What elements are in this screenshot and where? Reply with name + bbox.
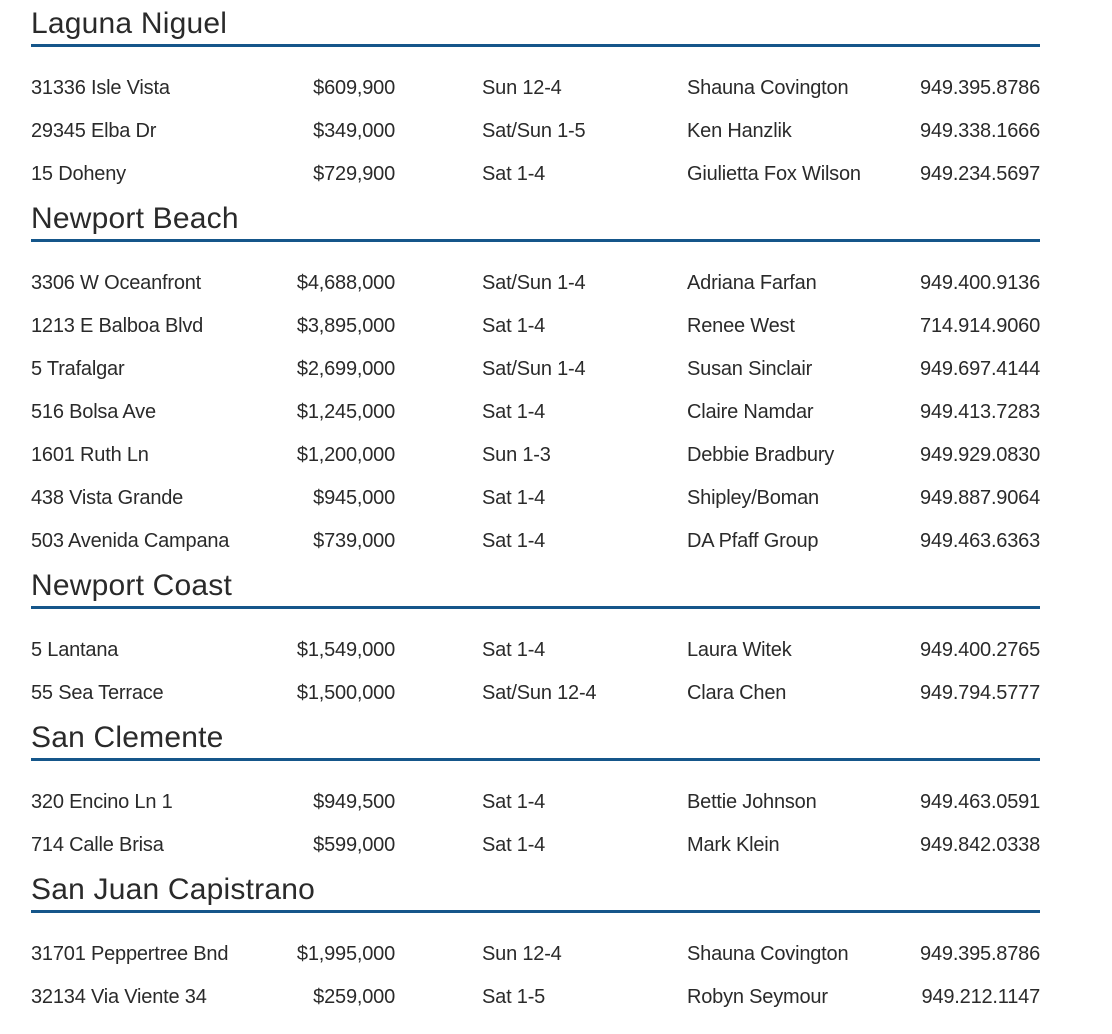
listing-address: 15 Doheny	[31, 162, 126, 185]
listing-address: 31701 Peppertree Bnd	[31, 942, 229, 965]
listing-price: $609,900	[313, 76, 395, 99]
listing-phone: 949.400.9136	[920, 271, 1040, 294]
city-section	[31, 6, 1040, 195]
city-section	[31, 568, 1040, 714]
listing-row	[31, 261, 1040, 304]
listing-phone: 949.463.6363	[920, 529, 1040, 552]
listing-agent: Adriana Farfan	[687, 271, 817, 294]
listing-open-hours: Sat 1-4	[482, 833, 546, 856]
listing-price: $2,699,000	[296, 357, 395, 380]
listing-row	[31, 109, 1040, 152]
listing-row	[31, 476, 1040, 519]
listings-table	[31, 913, 1040, 1018]
listing-agent: Renee West	[687, 314, 795, 337]
listing-row	[31, 823, 1040, 866]
listing-address: 1601 Ruth Ln	[31, 443, 149, 466]
listing-row	[31, 628, 1040, 671]
listing-agent: Susan Sinclair	[687, 357, 813, 380]
listing-row	[31, 347, 1040, 390]
listing-open-hours: Sat 1-4	[482, 529, 546, 552]
city-heading: Newport Coast	[31, 569, 233, 602]
listing-open-hours: Sat 1-4	[482, 486, 546, 509]
listing-agent: Shauna Covington	[687, 942, 849, 965]
listing-phone: 949.400.2765	[920, 638, 1040, 661]
listing-price: $1,549,000	[296, 638, 395, 661]
listing-agent: Ken Hanzlik	[687, 119, 792, 142]
listing-address: 55 Sea Terrace	[31, 681, 164, 704]
listing-open-hours: Sat/Sun 1-4	[482, 271, 586, 294]
listing-price: $259,000	[313, 985, 395, 1008]
listing-price: $949,500	[313, 790, 395, 813]
listing-address: 5 Lantana	[31, 638, 119, 661]
listing-phone: 949.234.5697	[920, 162, 1040, 185]
listing-open-hours: Sat 1-5	[482, 985, 546, 1008]
listing-agent: DA Pfaff Group	[687, 529, 819, 552]
listing-agent: Clara Chen	[687, 681, 787, 704]
listing-address: 320 Encino Ln 1	[31, 790, 173, 813]
listing-phone: 949.887.9064	[920, 486, 1040, 509]
city-section	[31, 720, 1040, 866]
city-section	[31, 201, 1040, 562]
listing-phone: 949.395.8786	[920, 942, 1040, 965]
city-heading: San Clemente	[31, 721, 224, 754]
listing-price: $729,900	[313, 162, 395, 185]
listing-open-hours: Sat 1-4	[482, 162, 546, 185]
listing-agent: Laura Witek	[687, 638, 792, 661]
listing-address: 31336 Isle Vista	[31, 76, 170, 99]
listing-address: 438 Vista Grande	[31, 486, 184, 509]
listing-agent: Shauna Covington	[687, 76, 849, 99]
listing-price: $599,000	[313, 833, 395, 856]
listing-phone: 949.395.8786	[920, 76, 1040, 99]
listing-row	[31, 433, 1040, 476]
listing-address: 29345 Elba Dr	[31, 119, 157, 142]
listing-row	[31, 66, 1040, 109]
listing-address: 516 Bolsa Ave	[31, 400, 156, 423]
listing-price: $1,995,000	[296, 942, 395, 965]
listing-price: $349,000	[313, 119, 395, 142]
listing-phone: 949.212.1147	[921, 985, 1040, 1008]
listing-row	[31, 932, 1040, 975]
listing-agent: Robyn Seymour	[687, 985, 828, 1008]
listing-open-hours: Sat 1-4	[482, 314, 546, 337]
listing-row	[31, 390, 1040, 433]
listing-phone: 714.914.9060	[920, 314, 1040, 337]
listing-address: 1213 E Balboa Blvd	[31, 314, 204, 337]
city-heading: Newport Beach	[31, 202, 239, 235]
listing-phone: 949.842.0338	[920, 833, 1040, 856]
listing-row	[31, 304, 1040, 347]
listing-open-hours: Sun 12-4	[482, 76, 562, 99]
listing-price: $945,000	[313, 486, 395, 509]
listing-address: 503 Avenida Campana	[31, 529, 230, 552]
listing-open-hours: Sat/Sun 1-5	[482, 119, 586, 142]
listings-table	[31, 609, 1040, 714]
listing-open-hours: Sat 1-4	[482, 790, 546, 813]
listing-open-hours: Sat/Sun 1-4	[482, 357, 586, 380]
listing-phone: 949.929.0830	[920, 443, 1040, 466]
listing-open-hours: Sat 1-4	[482, 638, 546, 661]
listing-price: $739,000	[313, 529, 395, 552]
listing-agent: Bettie Johnson	[687, 790, 817, 813]
listing-address: 714 Calle Brisa	[31, 833, 164, 856]
listing-agent: Giulietta Fox Wilson	[687, 162, 861, 185]
listings-table	[31, 242, 1040, 562]
listing-row	[31, 780, 1040, 823]
city-heading: San Juan Capistrano	[31, 873, 315, 906]
listing-phone: 949.413.7283	[920, 400, 1040, 423]
listing-row	[31, 671, 1040, 714]
listing-price: $1,245,000	[296, 400, 395, 423]
listing-address: 5 Trafalgar	[31, 357, 125, 380]
listing-open-hours: Sun 12-4	[482, 942, 562, 965]
listing-open-hours: Sat 1-4	[482, 400, 546, 423]
listing-agent: Debbie Bradbury	[687, 443, 835, 466]
listing-price: $1,500,000	[296, 681, 395, 704]
listing-row	[31, 975, 1040, 1018]
city-sections-container	[31, 6, 1040, 1018]
listing-phone: 949.794.5777	[920, 681, 1040, 704]
listing-price: $4,688,000	[296, 271, 395, 294]
listing-agent: Shipley/Boman	[687, 486, 819, 509]
listing-row	[31, 152, 1040, 195]
listing-row	[31, 519, 1040, 562]
listing-phone: 949.338.1666	[920, 119, 1040, 142]
listing-phone: 949.463.0591	[920, 790, 1040, 813]
listing-agent: Mark Klein	[687, 833, 780, 856]
listing-address: 3306 W Oceanfront	[31, 271, 202, 294]
listings-table	[31, 761, 1040, 866]
listing-address: 32134 Via Viente 34	[31, 985, 207, 1008]
city-heading: Laguna Niguel	[31, 7, 228, 40]
listing-agent: Claire Namdar	[687, 400, 814, 423]
listing-open-hours: Sun 1-3	[482, 443, 551, 466]
city-section	[31, 872, 1040, 1018]
listing-open-hours: Sat/Sun 12-4	[482, 681, 597, 704]
listing-price: $3,895,000	[296, 314, 395, 337]
listings-table	[31, 47, 1040, 195]
listing-price: $1,200,000	[296, 443, 395, 466]
listing-phone: 949.697.4144	[920, 357, 1040, 380]
